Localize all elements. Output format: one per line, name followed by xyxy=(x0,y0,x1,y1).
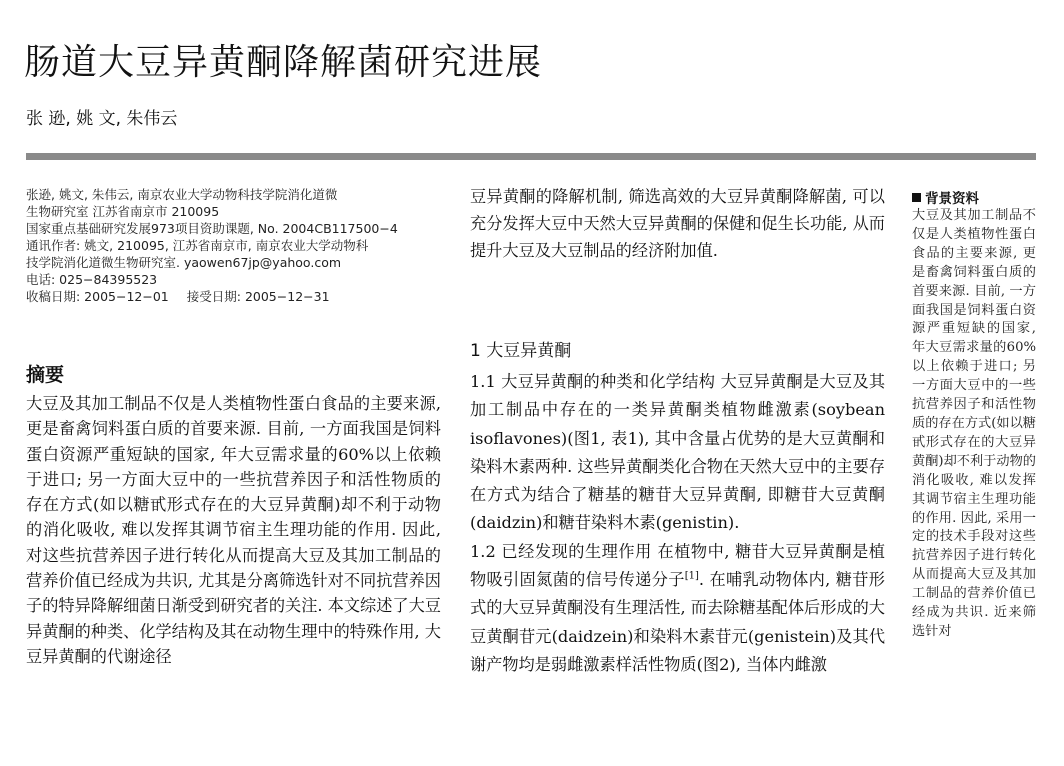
subsection-text: 在植物中, 糖苷大豆异黄酮是植物吸引固氮菌的信号传递分子 xyxy=(470,541,885,590)
subsection-title: 1.1 大豆异黄酮的种类和化学结构 xyxy=(470,372,716,391)
column2-body xyxy=(470,368,885,679)
received-date: 收稿日期: 2005−12−01 xyxy=(26,289,169,304)
header-divider xyxy=(26,153,1036,160)
accepted-date: 接受日期: 2005−12−31 xyxy=(186,289,330,304)
sidebar-heading-label: 背景资料 xyxy=(925,191,979,207)
square-bullet-icon xyxy=(912,193,921,202)
subsection-text: . 在哺乳动物体内, 糖苷形式的大豆异黄酮没有生理活性, 而去除糖基配体后形成的大豆黄酮苷元(daidzein)和染料木素苷元(genistein)及其代谢产物均是弱雌激素样活性物质(图2), 当体内雌激 xyxy=(470,570,885,674)
abstract-heading: 摘要 xyxy=(26,364,65,386)
sidebar-text: 大豆及其加工制品不仅是人类植物性蛋白食品的主要来源, 更是畜禽饲料蛋白质的首要来源. 目前, 一方面我国是饲料蛋白资源严重短缺的国家, 年大豆需求量的60%以上依赖于进口; 另一方面大豆中的一些抗营养因子和活性物质的存在方式(如以糖甙形式存在的大豆异黄酮)却不利于动物的消化吸收, 难以发挥其调节宿主生理功能的作用. 因此, 采用一定的技术手段对这些抗营养因子进行转化从而提高大豆及其加工制品的营养价值已经成为共识. 近来筛选针对 xyxy=(912,208,1036,639)
affiliation-line: 张逊, 姚文, 朱伟云, 南京农业大学动物科技学院消化道微 xyxy=(26,187,338,202)
affiliation-block xyxy=(26,186,456,305)
intro-paragraph: 豆异黄酮的降解机制, 筛选高效的大豆异黄酮降解菌, 可以充分发挥大豆中天然大豆异黄酮的保健和促生长功能, 从而提升大豆及大豆制品的经济附加值. xyxy=(470,187,885,260)
subsection-text: 大豆异黄酮是大豆及其加工制品中存在的一类异黄酮类植物雌激素(soybean isoflavones)(图1, 表1), 其中含量占优势的是大豆黄酮和染料木素两种. 这些异黄酮类化合物在天然大豆中的主要存在方式为结合了糖基的糖苷大豆异黄酮, 即糖苷大豆黄酮(daidzin)和糖苷染料木素(genistin). xyxy=(470,372,886,533)
corresponding-author-email: 技学院消化道微生物研究室. yaowen67jp@yahoo.com xyxy=(26,255,342,270)
citation-link[interactable]: [1] xyxy=(684,570,699,582)
column2-intro xyxy=(470,183,885,264)
article-title: 肠道大豆异黄酮降解菌研究进展 xyxy=(24,42,543,84)
abstract-text: 大豆及其加工制品不仅是人类植物性蛋白食品的主要来源, 更是畜禽饲料蛋白质的首要来源. 目前, 一方面我国是饲料蛋白资源严重短缺的国家, 年大豆需求量的60%以上依赖于进口; 另一方面大豆中的一些抗营养因子和活性物质的存在方式(如以糖甙形式存在的大豆异黄酮)却不利于动物的消化吸收, 难以发挥其调节宿主生理功能的作用. 因此, 对这些抗营养因子进行转化从而提高大豆及其加工制品的营养价值已经成为共识, 尤其是分离筛选针对不同抗营养因子的特异降解细菌日渐受到研究者的关注. 本文综述了大豆异黄酮的种类、化学结构及其在动物生理中的特殊作用, 大豆异黄酮的代谢途径 xyxy=(26,394,441,666)
sidebar-heading xyxy=(912,187,979,207)
funding-line: 国家重点基础研究发展973项目资助课题, No. 2004CB117500−4 xyxy=(26,221,398,236)
paragraph-1-2 xyxy=(470,538,885,679)
author-list: 张 逊, 姚 文, 朱伟云 xyxy=(26,109,178,129)
affiliation-line: 生物研究室 江苏省南京市 210095 xyxy=(26,204,220,219)
subsection-title: 1.2 已经发现的生理作用 xyxy=(470,541,652,561)
section-heading: 1 大豆异黄酮 xyxy=(470,341,572,361)
dates-line xyxy=(26,288,456,305)
phone-line: 电话: 025−84395523 xyxy=(26,272,158,287)
paragraph-1-1 xyxy=(470,368,885,538)
corresponding-author-line: 通讯作者: 姚文, 210095, 江苏省南京市, 南京农业大学动物科 xyxy=(26,238,369,253)
